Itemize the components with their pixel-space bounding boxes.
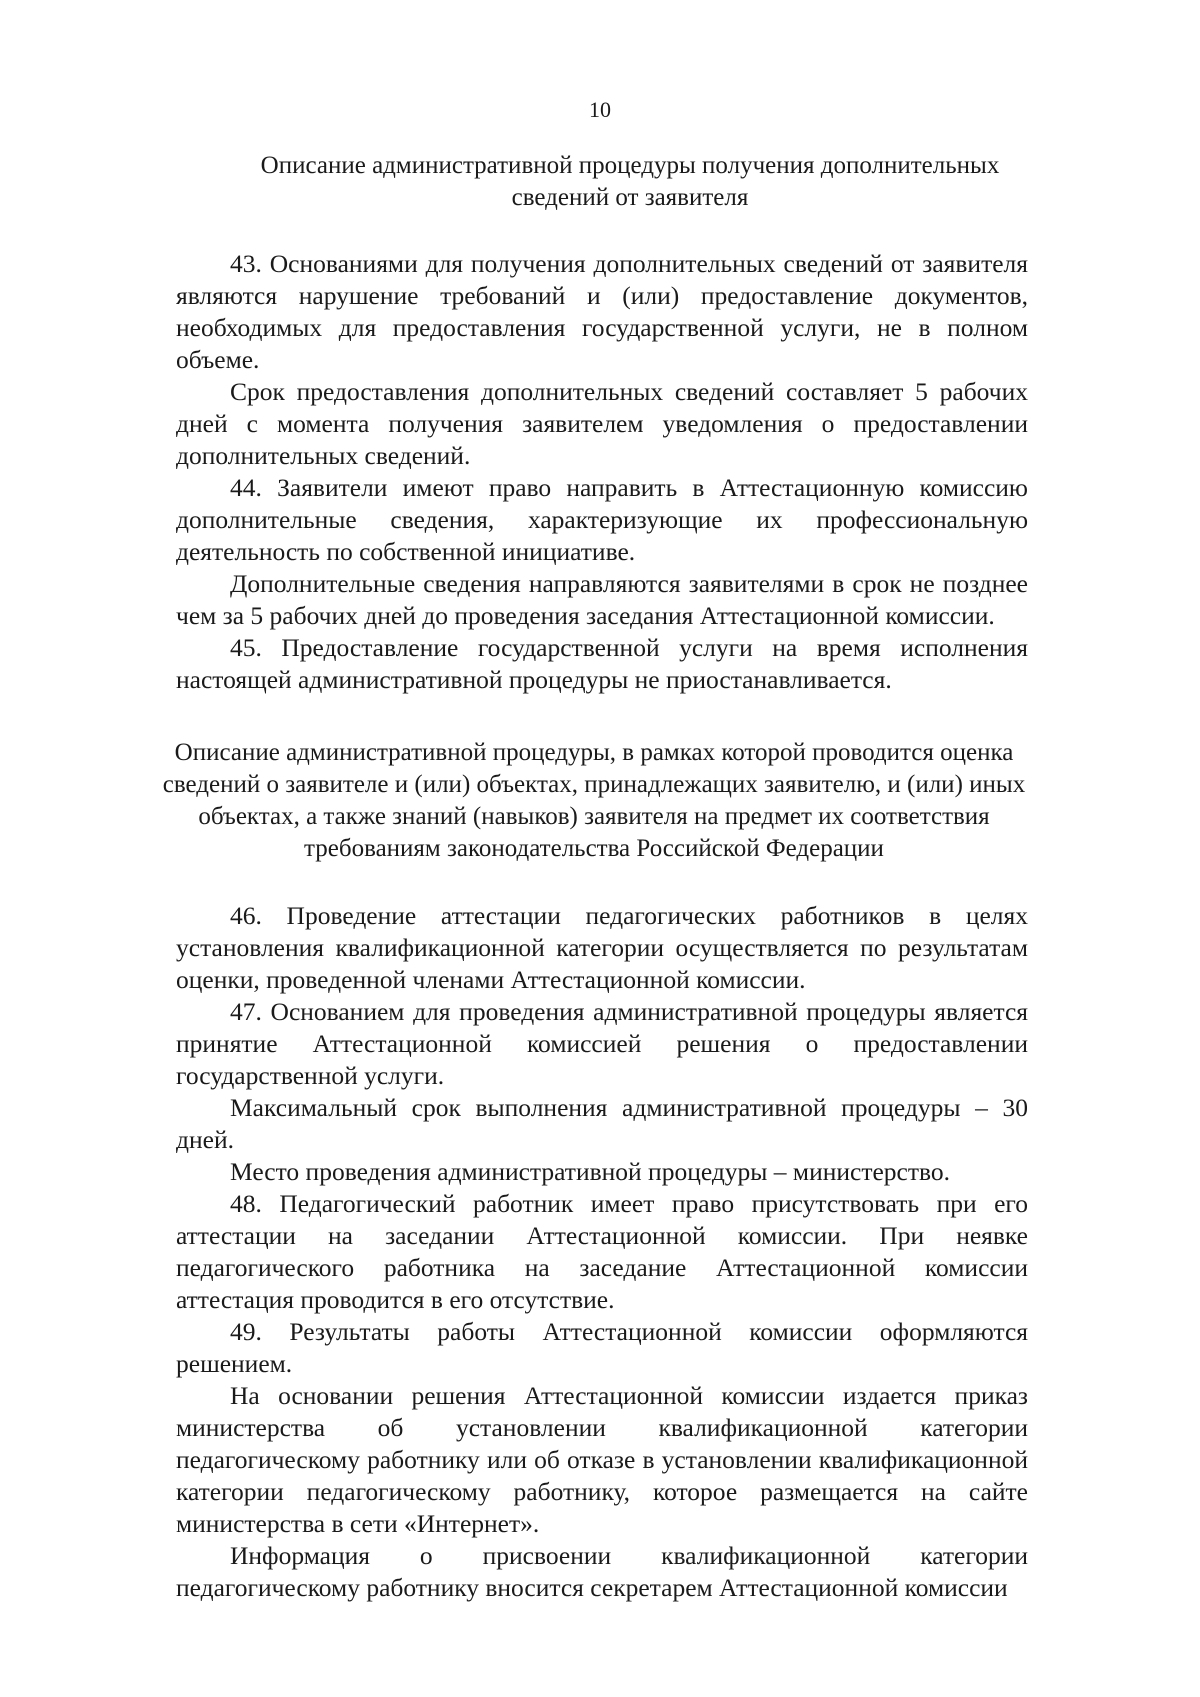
paragraph-43: 43. Основаниями для получения дополнительных сведений от заявителя являются нарушение требований и (или) предоставление документов, необходимых для предоставления государственной услуги, не в полном объеме. bbox=[176, 249, 1028, 374]
paragraph-max-term: Максимальный срок выполнения административной процедуры – 30 дней. bbox=[176, 1093, 1028, 1154]
paragraph-46: 46. Проведение аттестации педагогических работников в целях установления квалификационной категории осуществляется по результатам оценки, проведенной членами Аттестационной комиссии. bbox=[176, 901, 1028, 994]
paragraph-order: На основании решения Аттестационной комиссии издается приказ министерства об установлении квалификационной категории педагогическому работнику или об отказе в установлении квалификационной категории педагогическому работнику, которое размещается на сайте министерства в сети «Интернет». bbox=[176, 1381, 1028, 1538]
page-number: 10 bbox=[589, 97, 611, 122]
paragraph-information: Информация о присвоении квалификационной категории педагогическому работнику вносится секретарем Аттестационной комиссии bbox=[176, 1541, 1028, 1602]
section-body-additional-info bbox=[176, 248, 1028, 696]
paragraph-45: 45. Предоставление государственной услуги на время исполнения настоящей административной процедуры не приостанавливается. bbox=[176, 633, 1028, 694]
paragraph-place: Место проведения административной процедуры – министерство. bbox=[230, 1157, 950, 1186]
paragraph-submission-term: Дополнительные сведения направляются заявителями в срок не позднее чем за 5 рабочих дней до проведения заседания Аттестационной комиссии. bbox=[176, 569, 1028, 630]
paragraph-47: 47. Основанием для проведения административной процедуры является принятие Аттестационной комиссией решения о предоставлении государственной услуги. bbox=[176, 997, 1028, 1090]
section-heading-assessment: Описание административной процедуры, в рамках которой проводится оценка сведений о заявителе и (или) объектах, принадлежащих заявителю, и (или) иных объектах, а также знаний (навыков) заявителя на предмет их соответствия требованиям законодательства Российской Федерации bbox=[162, 739, 1026, 862]
section-heading-additional-info: Описание административной процедуры получения дополнительных сведений от заявителя bbox=[260, 152, 1000, 211]
section-body-assessment bbox=[176, 900, 1028, 1604]
paragraph-49: 49. Результаты работы Аттестационной комиссии оформляются решением. bbox=[176, 1317, 1028, 1378]
paragraph-deadline: Срок предоставления дополнительных сведений составляет 5 рабочих дней с момента получения заявителем уведомления о предоставлении дополнительных сведений. bbox=[176, 377, 1028, 470]
paragraph-48: 48. Педагогический работник имеет право присутствовать при его аттестации на заседании Аттестационной комиссии. При неявке педагогического работника на заседание Аттестационной комиссии аттестация проводится в его отсутствие. bbox=[176, 1189, 1028, 1314]
paragraph-44: 44. Заявители имеют право направить в Аттестационную комиссию дополнительные сведения, характеризующие их профессиональную деятельность по собственной инициативе. bbox=[176, 473, 1028, 566]
